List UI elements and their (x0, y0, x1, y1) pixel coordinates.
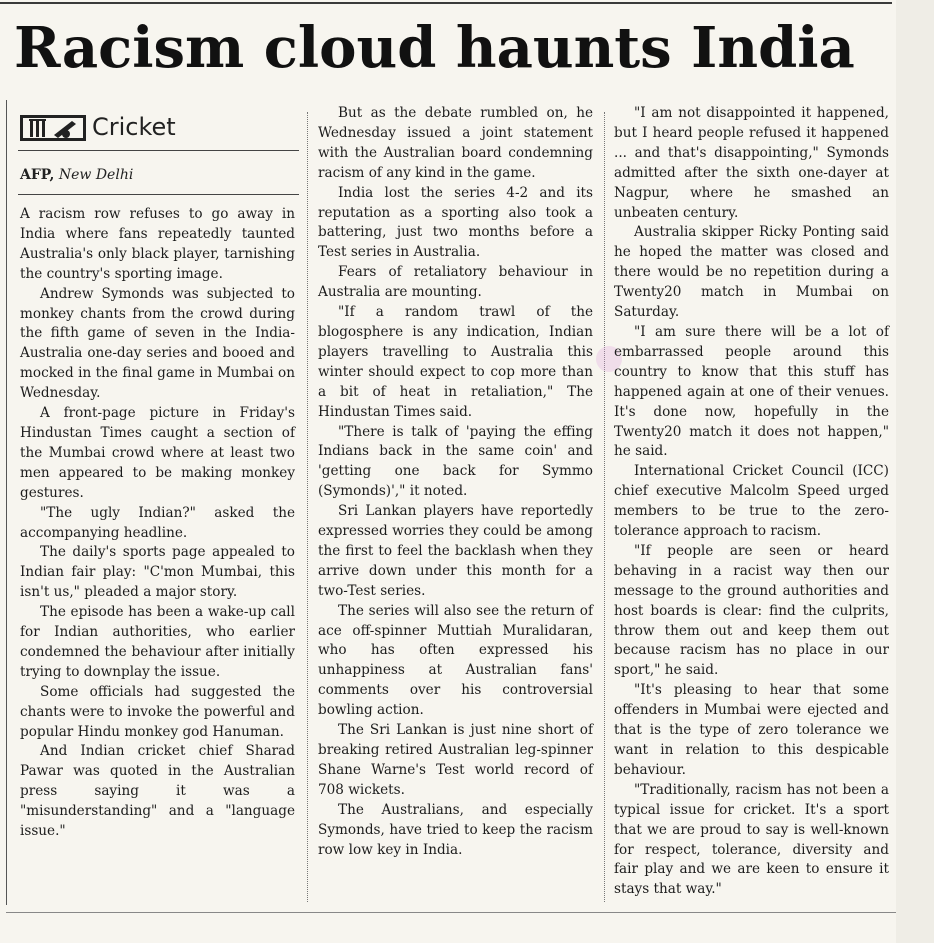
paragraph: "If a random trawl of the blogosphere is any indication, Indian players travelling to Australia this winter should expect to cop more than a bit of heat in retaliation," The Hindustan Times said. (318, 304, 593, 420)
paragraph: The episode has been a wake-up call for Indian authorities, who earlier condemned the behaviour after initially trying to downplay the issue. (20, 604, 295, 680)
paragraph: "The ugly Indian?" asked the accompanying headline. (20, 504, 295, 541)
paragraph: The daily's sports page appealed to Indian fair play: "C'mon Mumbai, this isn't us," pleaded a major story. (20, 544, 295, 601)
paragraph: "It's pleasing to hear that some offenders in Mumbai were ejected and that is the type of zero tolerance we want in relation to this despicable behaviour. (614, 682, 889, 778)
cricket-stumps-icon (20, 113, 86, 141)
paragraph: The series will also see the return of ace off-spinner Muttiah Muralidaran, who has often expressed his unhappiness at Australian fans' comments over his controversial bowling action. (318, 602, 593, 719)
paragraph: Sri Lankan players have reportedly expressed worries they could be among the first to feel the backlash when they arrive down under this month for a two-Test series. (318, 503, 593, 599)
top-rule (0, 2, 892, 4)
section-label: Cricket (92, 113, 176, 141)
paragraph: A racism row refuses to go away in India where fans repeatedly taunted Australia's only black player, tarnishing the country's sporting image. (20, 206, 295, 282)
paragraph: Some officials had suggested the chants were to invoke the powerful and popular Hindu monkey god Hanuman. (20, 683, 295, 740)
column-divider (307, 112, 308, 902)
section-tag (20, 112, 176, 142)
byline-agency: AFP, (20, 167, 55, 183)
paragraph: "I am not disappointed it happened, but I heard people refused it happened ... and that's disappointing," Symonds admitted after the sixth one-dayer at Nagpur, where he smashed an unbeaten century. (614, 105, 889, 221)
paragraph: India lost the series 4-2 and its reputation as a sporting also took a battering, just two months before a Test series in Australia. (318, 184, 593, 261)
paragraph: And Indian cricket chief Sharad Pawar was quoted in the Australian press saying it was a "misunderstanding" and a "language issue." (20, 743, 295, 840)
paragraph: A front-page picture in Friday's Hindustan Times caught a section of the Mumbai crowd where at least two men appeared to be making monkey gestures. (20, 405, 295, 501)
byline-rule-bottom (18, 194, 299, 195)
byline (20, 166, 133, 184)
headline: Racism cloud haunts India (14, 15, 855, 81)
paragraph: Fears of retaliatory behaviour in Australia are mounting. (318, 264, 593, 301)
paragraph: "I am sure there will be a lot of embarrassed people around this country to know that this stuff has happened again at one of their venues. It's done now, hopefully in the Twenty20 match it does not happen," he said. (614, 323, 889, 460)
paragraph: International Cricket Council (ICC) chief executive Malcolm Speed urged members to be true to the zero-tolerance approach to racism. (614, 463, 889, 540)
article-column-2 (318, 104, 593, 860)
paragraph: The Sri Lankan is just nine short of breaking retired Australian leg-spinner Shane Warne's Test world record of 708 wickets. (318, 722, 593, 798)
paragraph: Australia skipper Ricky Ponting said he hoped the matter was closed and there would be no repetition during a Twenty20 match in Mumbai on Saturday. (614, 224, 889, 321)
bottom-rule (6, 912, 896, 913)
paragraph: "If people are seen or heard behaving in a racist way then our message to the ground authorities and host boards is clear: find the culprits, throw them out and keep them out because racism has no place in our sport," he said. (614, 542, 889, 679)
paragraph: The Australians, and especially Symonds, have tried to keep the racism row low key in India. (318, 801, 593, 858)
paragraph: Andrew Symonds was subjected to monkey chants from the crowd during the fifth game of seven in the India-Australia one-day series and booed and mocked in the final game in Mumbai on Wednesday. (20, 285, 295, 402)
byline-rule-top (18, 150, 299, 151)
page-edge (896, 0, 934, 943)
paragraph: "Traditionally, racism has not been a typical issue for cricket. It's a sport that we are proud to say is well-known for respect, tolerance, diversity and fair play and we are keen to ensure it stays that way." (614, 781, 889, 898)
byline-location: New Delhi (58, 167, 134, 183)
paragraph: But as the debate rumbled on, he Wednesday issued a joint statement with the Australian board condemning racism of any kind in the game. (318, 105, 593, 181)
article-column-1 (20, 205, 295, 842)
column-divider (604, 112, 605, 902)
paragraph: "There is talk of 'paying the effing Indians back in the same coin' and 'getting one back for Symmo (Symonds)'," it noted. (318, 423, 593, 500)
left-rule (6, 100, 7, 905)
article-column-3 (614, 104, 889, 900)
